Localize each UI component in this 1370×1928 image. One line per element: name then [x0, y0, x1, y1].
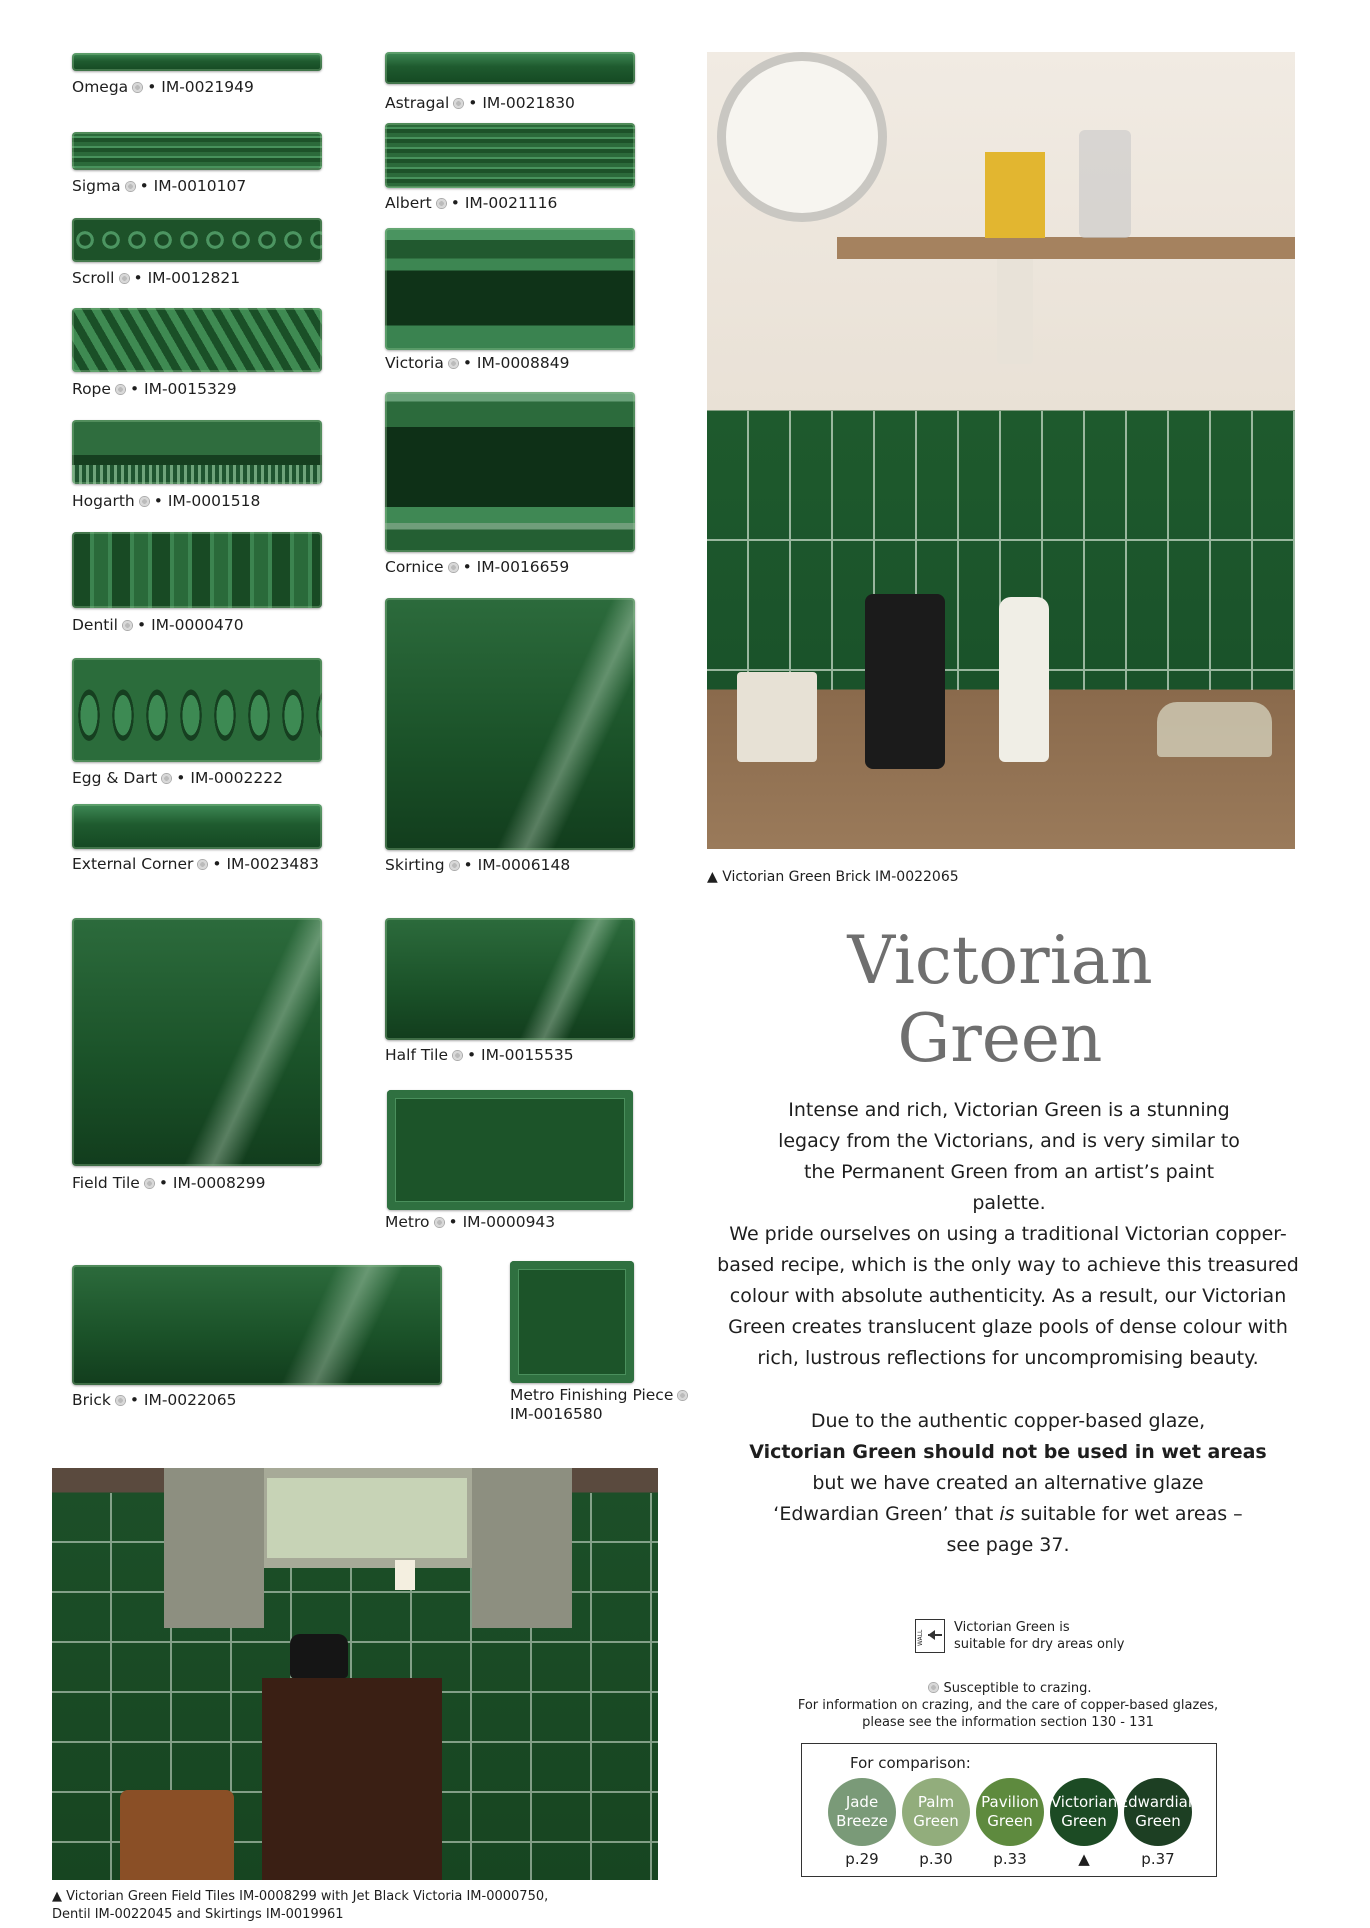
- candle: [395, 1560, 415, 1590]
- metro-finishing-caption: Metro Finishing Piece IM-0016580: [510, 1386, 692, 1425]
- crazing-flower-icon: [139, 496, 150, 507]
- swatch-page-ref: p.30: [919, 1850, 953, 1868]
- tea-tin: [985, 152, 1045, 238]
- skirting-tile: [385, 598, 635, 850]
- swatch-label-line1: Victorian: [1050, 1793, 1118, 1811]
- victoria-tile: [385, 228, 635, 350]
- kitchen-photo-caption: ▲ Victorian Green Brick IM-0022065: [707, 869, 959, 885]
- swatch-label-line1: Palm: [917, 1793, 955, 1811]
- crazing-flower-icon: [132, 82, 143, 93]
- swatch-label-line2: Green: [1135, 1812, 1181, 1830]
- swatch-page-ref: p.33: [993, 1850, 1027, 1868]
- swatch-page-ref: p.29: [845, 1850, 879, 1868]
- butter-dish: [1157, 702, 1272, 757]
- swatch-label-line1: Pavilion: [981, 1793, 1039, 1811]
- external-corner-tile: [72, 804, 322, 849]
- brick-tile: [72, 1265, 442, 1385]
- shelf: [837, 237, 1295, 259]
- crazing-flower-icon: [125, 181, 136, 192]
- swatch-label-line2: Green: [1061, 1812, 1107, 1830]
- hogarth-tile: [72, 420, 322, 484]
- cafetiere: [865, 594, 945, 769]
- swatch-label-line1: Edwardian: [1118, 1793, 1198, 1811]
- crazing-flower-icon: [928, 1682, 939, 1693]
- crazing-flower-icon: [434, 1217, 445, 1228]
- metro-tile: [387, 1090, 633, 1210]
- crazing-flower-icon: [161, 773, 172, 784]
- kitchen-photo: [707, 52, 1295, 849]
- colour-swatch: [1118, 1778, 1198, 1846]
- omega-caption: Omega • IM-0021949: [72, 78, 254, 96]
- external-corner-caption: External Corner • IM-0023483: [72, 855, 320, 873]
- metro-finishing-tile: [510, 1261, 634, 1383]
- window: [257, 1468, 477, 1568]
- wall-clock: [717, 52, 887, 222]
- page-title-line1: Victorian: [847, 922, 1153, 999]
- hallway-caption-line2: Dentil IM-0022045 and Skirtings IM-0019961: [52, 1907, 344, 1922]
- swatch-label-line2: Breeze: [836, 1812, 888, 1830]
- page-title-line2: Green: [897, 1000, 1103, 1077]
- hallway-caption-line1: ▲ Victorian Green Field Tiles IM-0008299 with Jet Black Victoria IM-0000750,: [52, 1889, 549, 1904]
- wall-dry-area-icon: WALL: [915, 1619, 945, 1653]
- victoria-caption: Victoria • IM-0008849: [385, 354, 570, 372]
- brick-caption: Brick • IM-0022065: [72, 1391, 237, 1409]
- field-tile-caption: Field Tile • IM-0008299: [72, 1174, 266, 1192]
- cornice-caption: Cornice • IM-0016659: [385, 558, 570, 576]
- sigma-tile: [72, 132, 322, 170]
- wet-areas-paragraph: Due to the authentic copper-based glaze, Victorian Green should not be used in wet areas but we have created an alternative glaze ‘Edwardian Green’ that is suitable for wet areas – see page 37.: [749, 1410, 1267, 1556]
- astragal-caption: Astragal • IM-0021830: [385, 94, 575, 112]
- dentil-caption: Dentil • IM-0000470: [72, 616, 244, 634]
- rope-caption: Rope • IM-0015329: [72, 380, 237, 398]
- egg-dart-caption: Egg & Dart • IM-0002222: [72, 769, 283, 787]
- telephone: [290, 1634, 348, 1678]
- shelf-bracket: [997, 259, 1033, 364]
- crazing-flower-icon: [449, 860, 460, 871]
- crazing-flower-icon: [144, 1178, 155, 1189]
- comparison-box: [801, 1743, 1217, 1877]
- crazing-flower-icon: [115, 384, 126, 395]
- swatch-page-ref: p.37: [1141, 1850, 1175, 1868]
- crazing-flower-icon: [677, 1390, 688, 1401]
- crazing-flower-icon: [448, 358, 459, 369]
- omega-tile: [72, 53, 322, 71]
- shutter-right: [472, 1468, 572, 1628]
- sigma-caption: Sigma • IM-0010107: [72, 177, 247, 195]
- colour-swatch: [828, 1778, 896, 1846]
- hogarth-caption: Hogarth • IM-0001518: [72, 492, 261, 510]
- crazing-flower-icon: [452, 1050, 463, 1061]
- leather-bag: [120, 1790, 234, 1880]
- crazing-flower-icon: [122, 620, 133, 631]
- side-table: [262, 1678, 442, 1880]
- swatch-label-line2: Green: [913, 1812, 959, 1830]
- colour-swatch: [902, 1778, 970, 1846]
- intro-paragraph: Intense and rich, Victorian Green is a stunning legacy from the Victorians, and is very similar to the Permanent Green from an artist’s paint palette.: [778, 1099, 1240, 1214]
- wall-note-text: Victorian Green is suitable for dry areas only: [954, 1620, 1125, 1652]
- scroll-caption: Scroll • IM-0012821: [72, 269, 241, 287]
- egg-dart-tile: [72, 658, 322, 762]
- comparison-heading: For comparison:: [850, 1754, 971, 1772]
- swatch-page-ref: ▲: [1078, 1850, 1090, 1868]
- rope-tile: [72, 308, 322, 372]
- crazing-flower-icon: [436, 198, 447, 209]
- mug: [737, 672, 817, 762]
- metro-caption: Metro • IM-0000943: [385, 1213, 556, 1231]
- astragal-tile: [385, 52, 635, 84]
- colour-swatch: [976, 1778, 1044, 1846]
- swatch-label-line2: Green: [987, 1812, 1033, 1830]
- crazing-flower-icon: [119, 273, 130, 284]
- recipe-paragraph: We pride ourselves on using a traditional Victorian copper-based recipe, which is the only way to achieve this treasured colour with absolute authenticity. As a result, our Victorian Green creates translucent glaze pools of dense colour with rich, lustrous reflections for uncompromising beauty.: [717, 1223, 1299, 1369]
- crazing-flower-icon: [197, 859, 208, 870]
- milk-bottle: [999, 597, 1049, 762]
- glass-jar: [1079, 130, 1131, 238]
- albert-tile: [385, 123, 635, 188]
- dentil-tile: [72, 532, 322, 608]
- hallway-photo: [52, 1468, 658, 1880]
- crazing-note: Susceptible to crazing. For information on crazing, and the care of copper-based glazes, please see the information section 130 - 131: [797, 1681, 1219, 1730]
- colour-swatch: [1050, 1778, 1118, 1846]
- shutter-left: [164, 1468, 264, 1628]
- swatch-label-line1: Jade: [845, 1793, 879, 1811]
- half-tile: [385, 918, 635, 1040]
- field-tile: [72, 918, 322, 1166]
- scroll-tile: [72, 218, 322, 262]
- crazing-flower-icon: [453, 98, 464, 109]
- cornice-tile: [385, 392, 635, 552]
- crazing-flower-icon: [448, 562, 459, 573]
- albert-caption: Albert • IM-0021116: [385, 194, 558, 212]
- half-tile-caption: Half Tile • IM-0015535: [385, 1046, 574, 1064]
- skirting-caption: Skirting • IM-0006148: [385, 856, 571, 874]
- crazing-flower-icon: [115, 1395, 126, 1406]
